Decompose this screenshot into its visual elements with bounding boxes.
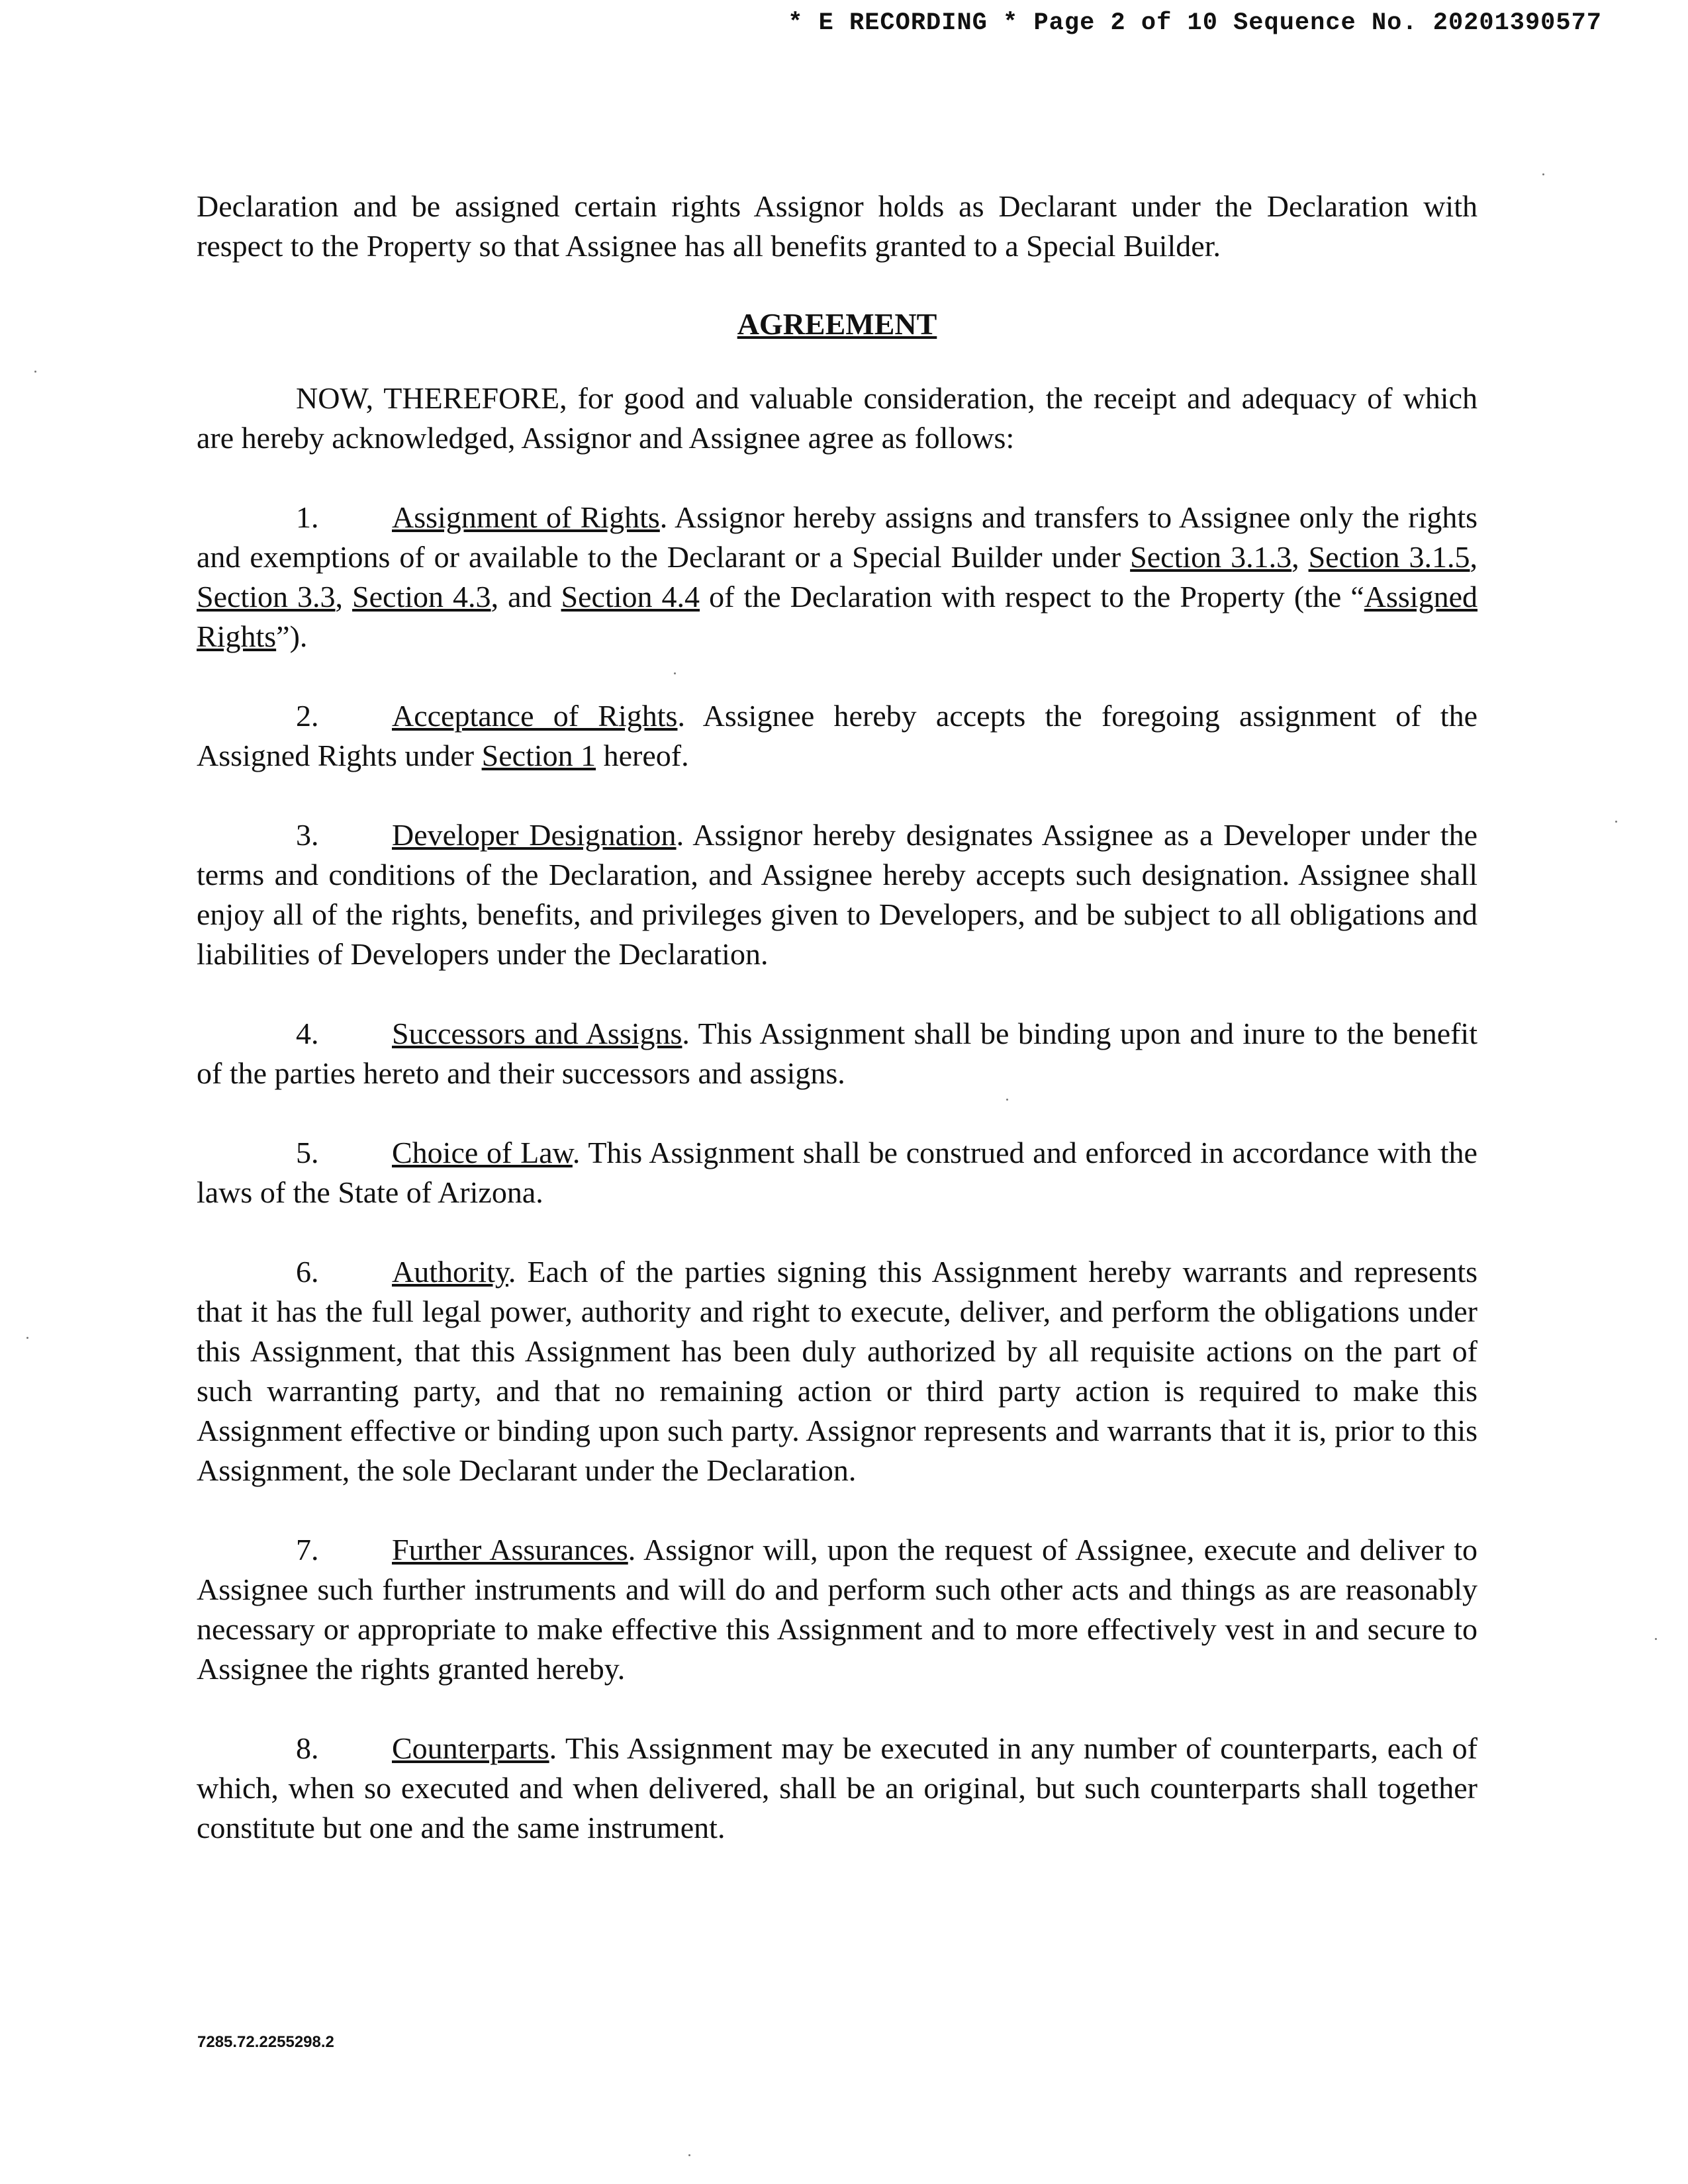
section-number: 8. [296, 1731, 319, 1765]
section-text: . This Assignment shall be binding upon and inure to the benefit of the parties hereto and their successors and assigns. [197, 1017, 1477, 1090]
cross-reference: Section 4.4 [561, 580, 700, 614]
cross-reference: Section 3.1.5 [1308, 540, 1470, 574]
section-2-paragraph [197, 696, 1477, 776]
scan-speck [1006, 1099, 1008, 1101]
section-number: 6. [296, 1255, 319, 1289]
section-heading: Successors and Assigns [392, 1017, 682, 1050]
scan-speck [34, 371, 36, 373]
cross-reference: Section 3.1.3 [1130, 540, 1292, 574]
section-text: , and [491, 580, 561, 614]
section-heading: Counterparts [392, 1731, 549, 1765]
section-number: 3. [296, 818, 319, 852]
document-id-footer: 7285.72.2255298.2 [197, 2033, 334, 2051]
section-text: . Assignee hereby accepts the foregoing assignment of the Assigned Rights under [197, 699, 1478, 772]
section-number: 1. [296, 500, 319, 534]
section-number: 7. [296, 1533, 319, 1567]
recording-header: * E RECORDING * Page 2 of 10 Sequence No. 20201390577 [788, 9, 1602, 37]
section-number: 4. [296, 1017, 319, 1050]
section-text: ”). [276, 619, 308, 653]
scan-speck [26, 1337, 28, 1339]
section-heading: Authority [392, 1255, 508, 1289]
section-text: , [1291, 540, 1309, 574]
scan-speck [1655, 1638, 1657, 1640]
section-8-paragraph [197, 1729, 1477, 1848]
scan-speck [674, 672, 676, 674]
section-number: 5. [296, 1136, 319, 1169]
section-text: , [1470, 540, 1477, 574]
cross-reference: Section 3.3 [197, 580, 336, 614]
section-7-paragraph [197, 1530, 1477, 1689]
section-1-paragraph [197, 498, 1477, 657]
section-text: . This Assignment shall be construed and enforced in accordance with the laws of the State of Arizona. [197, 1136, 1477, 1209]
scan-speck [1542, 173, 1544, 175]
section-title: AGREEMENT [737, 307, 937, 341]
section-5-paragraph [197, 1133, 1477, 1212]
preamble-paragraph: NOW, THEREFORE, for good and valuable consideration, the receipt and adequacy of which are hereby acknowledged, Assignor and Assignee agree as follows: [197, 381, 1477, 455]
section-heading: Assignment of Rights [392, 500, 660, 534]
section-heading: Further Assurances [392, 1533, 628, 1567]
cross-reference: Section 4.3 [352, 580, 491, 614]
section-heading: Acceptance of Rights [392, 699, 678, 733]
cross-reference: Section 1 [481, 739, 596, 772]
section-text: of the Declaration with respect to the Property (the “ [700, 580, 1364, 614]
section-3-paragraph [197, 815, 1477, 974]
section-4-paragraph [197, 1014, 1477, 1093]
section-heading: Developer Designation [392, 818, 677, 852]
section-text: . This Assignment may be executed in any number of counterparts, each of which, when so executed and when delivered, shall be an original, but such counterparts shall together constitute but one and the same instrument. [197, 1731, 1477, 1844]
section-text: . Assignor hereby designates Assignee as a Developer under the terms and conditions of the Declaration, and Assignee hereby accepts such designation. Assignee shall enjoy all of the rights, benefits, and privileges given to Developers, and be subject to all obligations and liabilities of Developers under the Declaration. [197, 818, 1477, 971]
section-number: 2. [296, 699, 319, 733]
document-body [197, 187, 1477, 1888]
intro-paragraph: Declaration and be assigned certain rights Assignor holds as Declarant under the Declaration with respect to the Property so that Assignee has all benefits granted to a Special Builder. [197, 189, 1477, 263]
cross-reference: Assigned Rights [197, 580, 1478, 653]
section-6-paragraph [197, 1252, 1477, 1490]
section-text: . Assignor hereby assigns and transfers to Assignee only the rights and exemptions of or available to the Declarant or a Special Builder under [197, 500, 1477, 574]
scan-speck [1615, 821, 1617, 823]
section-text: . Each of the parties signing this Assignment hereby warrants and represents that it has the full legal power, authority and right to execute, deliver, and perform the obligations under this Assignment, that this Assignment has been duly authorized by all requisite actions on the part of such warranting party, and that no remaining action or third party action is required to make this Assignment effective or binding upon such party. Assignor represents and warrants that it is, prior to this Assignment, the sole Declarant under the Declaration. [197, 1255, 1477, 1487]
section-text: , [335, 580, 353, 614]
numbered-sections [197, 498, 1477, 1848]
section-heading: Choice of Law [392, 1136, 573, 1169]
section-text: hereof. [596, 739, 689, 772]
section-text: . Assignor will, upon the request of Assignee, execute and deliver to Assignee such further instruments and will do and perform such other acts and things as are reasonably necessary or appropriate to make effective this Assignment and to more effectively vest in and secure to Assignee the rights granted hereby. [197, 1533, 1478, 1686]
scan-speck [688, 2154, 690, 2156]
